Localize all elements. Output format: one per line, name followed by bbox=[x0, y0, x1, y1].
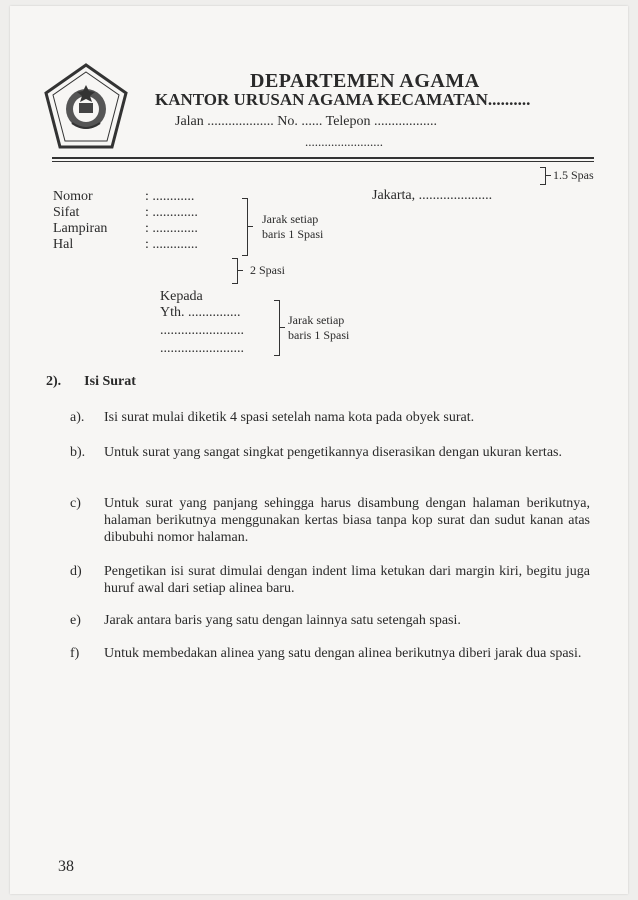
list-item bbox=[70, 563, 590, 599]
letterhead-rule-thick bbox=[52, 157, 594, 159]
field-value-lampiran: : ............. bbox=[145, 221, 198, 236]
field-value-nomor: : ............ bbox=[145, 189, 195, 204]
section-number: 2). bbox=[46, 374, 62, 389]
letterhead-address-line2: ........................ bbox=[305, 134, 383, 149]
field-value-sifat: : ............. bbox=[145, 205, 198, 220]
brace-2-spacing bbox=[232, 258, 238, 284]
letterhead-address: Jalan ................... No. ...... Telepon .................. bbox=[175, 114, 438, 129]
brace-note-1-line1: Jarak setiap bbox=[262, 212, 319, 226]
brace-note-2: 2 Spasi bbox=[250, 263, 286, 277]
item-label: e) bbox=[70, 613, 81, 628]
city-date: Jakarta, ..................... bbox=[372, 188, 493, 203]
section-heading bbox=[46, 374, 136, 390]
brace-tick bbox=[280, 327, 285, 328]
item-text: Untuk surat yang panjang sehingga harus disambung dengan halaman berikutnya, halaman berikutnya menggunakan kertas biasa tanpa kop surat dan sudut kanan atas dibubuhi nomor halaman. bbox=[104, 496, 590, 545]
brace-tick bbox=[248, 226, 253, 227]
field-label-lampiran: Lampiran bbox=[53, 221, 108, 236]
item-label: a). bbox=[70, 410, 85, 425]
recipient-kepada: Kepada bbox=[160, 289, 203, 304]
item-label: b). bbox=[70, 445, 86, 460]
item-text: Untuk membedakan alinea yang satu dengan alinea berikutnya diberi jarak dua spasi. bbox=[104, 646, 582, 661]
recipient-dots-2: ........................ bbox=[160, 341, 244, 356]
list-item bbox=[70, 612, 590, 632]
brace-tick bbox=[546, 175, 551, 176]
list-item bbox=[70, 495, 590, 549]
item-label: f) bbox=[70, 646, 80, 661]
field-value-hal: : ............. bbox=[145, 237, 198, 252]
brace-note-1-line2: baris 1 Spasi bbox=[262, 227, 324, 241]
item-label: c) bbox=[70, 496, 81, 511]
list-item bbox=[70, 444, 590, 480]
field-label-sifat: Sifat bbox=[53, 205, 80, 220]
item-text: Jarak antara baris yang satu dengan lainnya satu setengah spasi. bbox=[104, 613, 461, 628]
letterhead-subtitle: KANTOR URUSAN AGAMA KECAMATAN.......... bbox=[155, 90, 531, 109]
item-text: Pengetikan isi surat dimulai dengan indent lima ketukan dari margin kiri, begitu juga huruf awal dari setiap alinea baru. bbox=[104, 564, 590, 596]
brace-tick bbox=[238, 270, 243, 271]
letterhead-title: DEPARTEMEN AGAMA bbox=[250, 70, 480, 92]
recipient-yth: Yth. ............... bbox=[160, 305, 241, 320]
list-item bbox=[70, 409, 590, 429]
brace-note-3-line2: baris 1 Spasi bbox=[288, 328, 350, 342]
recipient-dots-1: ........................ bbox=[160, 323, 244, 338]
item-label: d) bbox=[70, 564, 82, 579]
brace-recipient-spacing bbox=[274, 300, 280, 356]
item-text: Isi surat mulai diketik 4 spasi setelah nama kota pada obyek surat. bbox=[104, 410, 475, 425]
ministry-emblem-icon bbox=[42, 63, 130, 151]
field-label-hal: Hal bbox=[53, 237, 74, 252]
brace-1-5-spacing bbox=[540, 167, 546, 185]
page-number: 38 bbox=[58, 858, 74, 875]
brace-fields-spacing bbox=[242, 198, 248, 256]
brace-note-3-line1: Jarak setiap bbox=[288, 313, 345, 327]
spacing-note-1-5: 1.5 Spas bbox=[553, 168, 594, 182]
section-title: Isi Surat bbox=[84, 374, 136, 389]
item-text: Untuk surat yang sangat singkat pengetikannya diserasikan dengan ukuran kertas. bbox=[104, 445, 562, 460]
letterhead-rule-thin bbox=[52, 161, 594, 162]
field-label-nomor: Nomor bbox=[53, 189, 93, 204]
list-item bbox=[70, 645, 590, 681]
